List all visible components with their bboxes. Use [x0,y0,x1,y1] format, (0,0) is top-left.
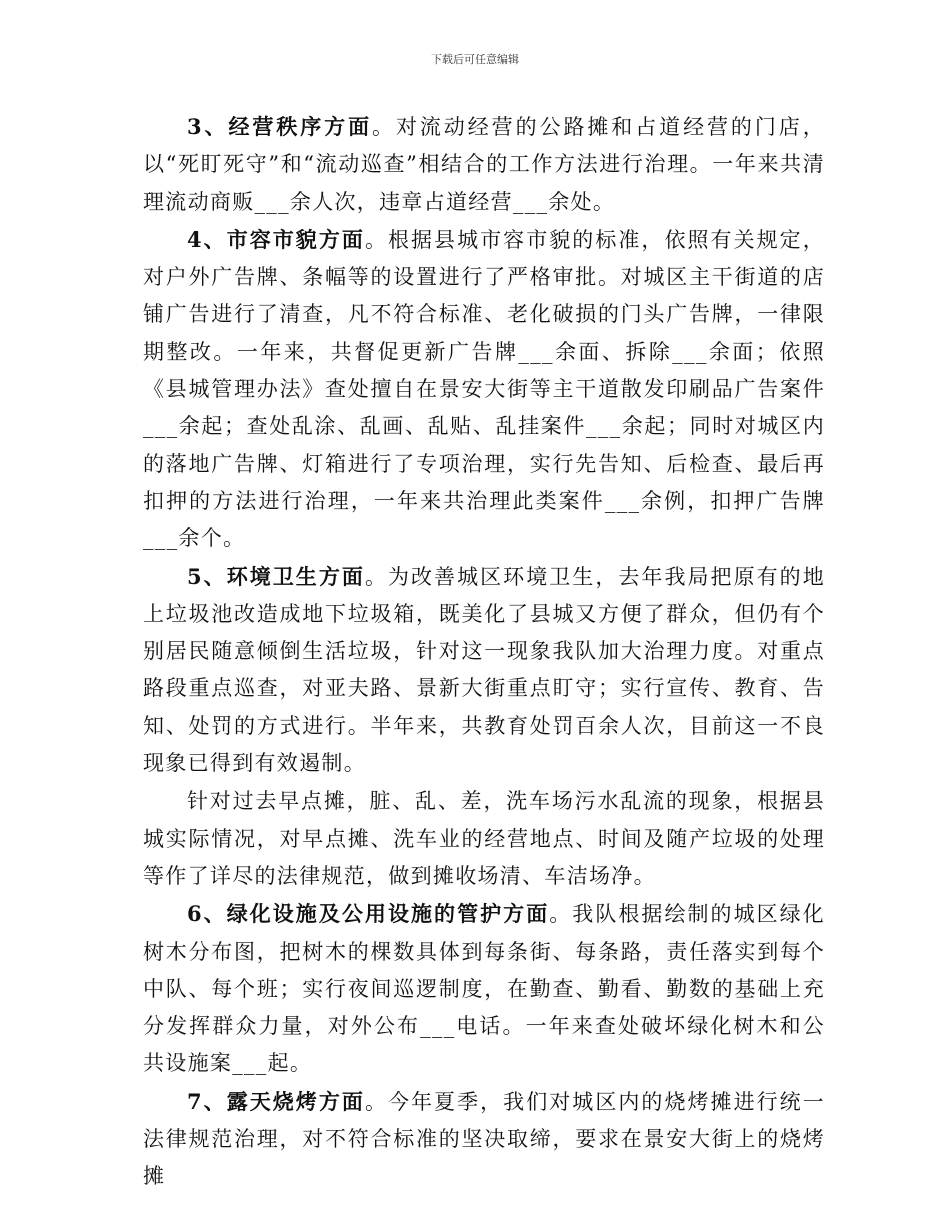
paragraph-text: 。今年夏季，我们对城区内的烧烤摊进行统一法律规范治理，对不符合标准的坚决取缔，要求在景安大街上的烧烤摊 [143,1089,825,1189]
paragraph-text: 针对过去早点摊，脏、乱、差，洗车场污水乱流的现象，根据县城实际情况，对早点摊、洗车业的经营地点、时间及随产垃圾的处理等作了详尽的法律规范，做到摊收场清、车洁场净。 [143,789,825,888]
section-heading: 6、绿化设施及公用设施的管护方面 [187,901,550,927]
paragraph-environmental-sanitation [143,558,825,783]
paragraph-outdoor-barbecue [143,1083,825,1196]
section-heading: 7、露天烧烤方面 [187,1088,365,1114]
paragraph-text: 。为改善城区环境卫生，去年我局把原有的地上垃圾池改造成地下垃圾箱，既美化了县城又方便了群众，但仍有个别居民随意倾倒生活垃圾，针对这一现象我队加大治理力度。对重点路段重点巡查，对亚夫路、景新大街重点盯守；实行宣传、教育、告知、处罚的方式进行。半年来，共教育处罚百余人次，目前这一不良现象已得到有效遏制。 [143,564,825,776]
page-header: 下载后可任意编辑 [431,53,519,66]
paragraph-business-order [143,108,825,221]
paragraph-city-appearance [143,221,825,558]
paragraph-text: 。我队根据绘制的城区绿化树木分布图，把树木的棵数具体到每条街、每条路，责任落实到每个中队、每个班；实行夜间巡逻制度，在勤查、勤看、勤数的基础上充分发挥群众力量，对外公布___电话。一年来查处破坏绿化树木和公共设施案___起。 [143,902,825,1076]
document-body [143,108,825,1196]
section-heading: 4、市容市貌方面 [187,226,365,252]
paragraph-greening-facilities [143,895,825,1082]
paragraph-text: 。根据县城市容市貌的标准，依照有关规定，对户外广告牌、条幅等的设置进行了严格审批。对城区主干街道的店铺广告进行了清查，凡不符合标准、老化破损的门头广告牌，一律限期整改。一年来，共督促更新广告牌___余面、拆除___余面；依照《县城管理办法》查处擅自在景安大街等主干道散发印刷品广告案件___余起；查处乱涂、乱画、乱贴、乱挂案件___余起；同时对城区内的落地广告牌、灯箱进行了专项治理，实行先告知、后检查、最后再扣押的方法进行治理，一年来共治理此类案件___余例，扣押广告牌___余个。 [143,227,825,551]
section-heading: 3、经营秩序方面 [187,114,373,139]
paragraph-breakfast-stalls [143,782,825,895]
paragraph-text: 。对流动经营的公路摊和占道经营的门店，以“死盯死守”和“流动巡查”相结合的工作方法进行治理。一年来共清理流动商贩___余人次，违章占道经营___余处。 [143,115,826,214]
section-heading: 5、环境卫生方面 [187,563,365,589]
